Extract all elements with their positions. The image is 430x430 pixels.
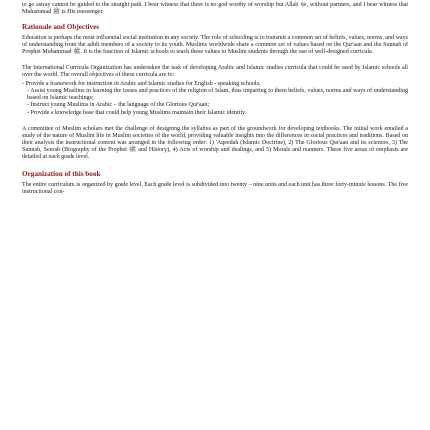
objectives-intro: The International Curricula Organization has undertaken the task of developing Arabic and Islamic studies curricula that could be used by Islamic schools all over the world. The overall objectives of these curricula are to:	[22, 65, 408, 79]
organization-paragraph: The entire curriculum is organized by grade level. Each grade level is subdivided into twenty – nine units and each unit has three forty-minute lessons. The five instructional con-	[22, 181, 408, 195]
objective-item: - Provide a knowledge base that could help young Muslims maintain their Islamic identity.	[27, 109, 247, 116]
scholars-paragraph: A committee of Muslim scholars met the challenge of designing the syllabus as part of the groundwork for developing textbooks. The initial work entailed a study of the nature of Muslim life in Muslim societies of the world, providing valuable insights into the differences in social practices and traditions. Based on their analysis the instructional content was arranged in the following order: 1) 'Aqeedah (Islamic Doctrine), 2) The Glorious Qur'aan and its sciences, 3) The Sunnah, Seerah (Biography of the Prophet ﷺ and History), 4) Acts of worship and dealings, and 5) Morals and manners. These five areas of emphasis are detailed at each grade level.	[22, 125, 408, 160]
rationale-paragraph: Education is perhaps the most influential social institution in any society. The role of schooling is to transmit a common set of beliefs, values, norms, and ways of understanding from the adult members of a society to its youth. Muslims worldwide share a common set of values based on the Qur'aan and the Sunnah of Prophet Muhammad ﷺ. It is the function of Islamic schools to teach these values to Muslim students through the use of well-designed curricula.	[22, 35, 408, 56]
organization-section	[22, 170, 408, 196]
objective-item: - Instruct young Muslims in Arabic – the language of the Glorious Qur'aan;	[27, 102, 210, 109]
objectives-list	[22, 81, 408, 116]
organization-heading: Organization of this book	[22, 169, 101, 178]
objective-item: - Provide a framework for instruction in Arabic and Islamic studies for English - speaking schools;	[22, 81, 261, 88]
scholars-section	[22, 126, 408, 161]
opening-paragraph: to go astray cannot be guided to the straight path. I bear witness that there is no god worthy of worship but Allah ﷻ, without partners, and I bear witness that Muhammad ﷺ is His messenger.	[22, 2, 408, 16]
objectives-section	[22, 65, 408, 116]
objective-item: - Assist young Muslims in learning the issues and practices of the religion of Islam, thus imparting to them beliefs, values, norms and ways of understanding based on Islamic teachings;	[27, 88, 408, 102]
rationale-section	[22, 23, 408, 56]
rationale-heading: Rationale and Objectives	[22, 23, 100, 32]
